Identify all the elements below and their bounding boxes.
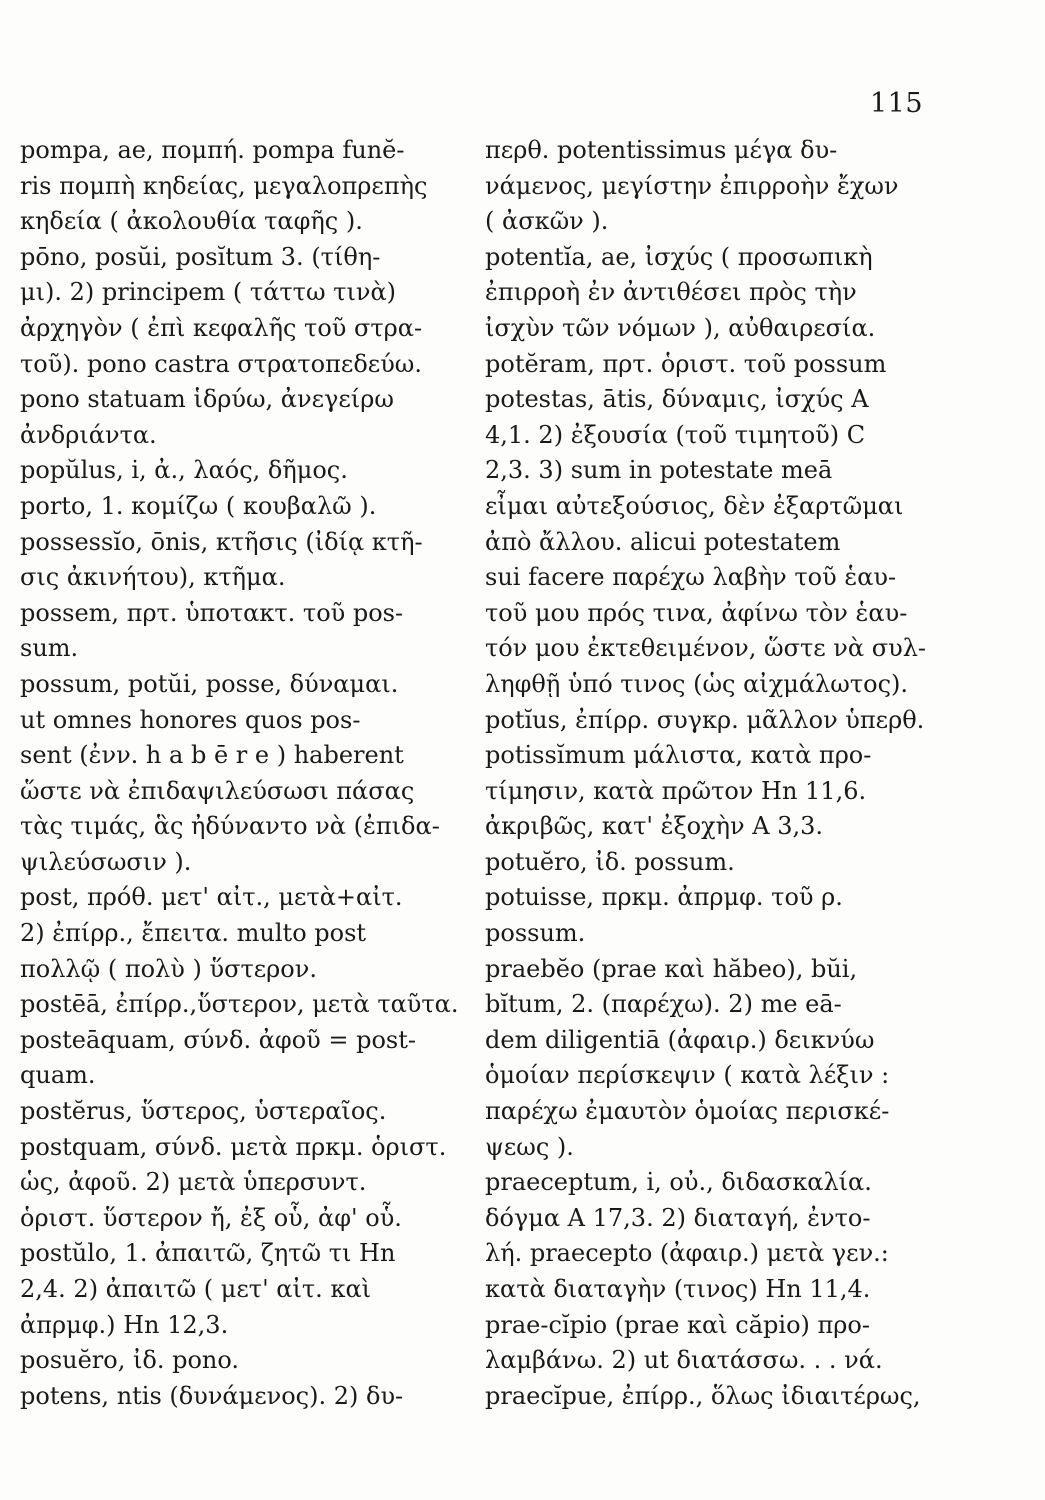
dictionary-line: potentĭa, ae, ἰσχύς ( προσωπικὴ	[485, 242, 873, 271]
dictionary-line: porto, 1. κομίζω ( κουβαλῶ ).	[20, 491, 377, 520]
dictionary-line: ἀρχηγὸν ( ἐπὶ κεφαλῆς τοῦ στρα-	[20, 313, 423, 342]
dictionary-line: ὁριστ. ὕστερον ἤ, ἐξ οὗ, ἀφ' οὗ.	[20, 1203, 402, 1232]
dictionary-line: praeceptum, i, οὐ., διδασκαλία.	[485, 1168, 872, 1197]
dictionary-line: potissĭmum μάλιστα, κατὰ προ-	[485, 741, 872, 770]
dictionary-line: postquam, σύνδ. μετὰ πρκμ. ὁριστ.	[20, 1132, 447, 1161]
dictionary-line: potuĕro, ἰδ. possum.	[485, 847, 735, 876]
dictionary-line: ἰσχὺν τῶν νόμων ), αὐθαιρεσία.	[485, 313, 876, 342]
dictionary-line: dem diligentiā (ἀφαιρ.) δεικνύω	[485, 1025, 875, 1054]
dictionary-line: posuĕro, ἰδ. pono.	[20, 1346, 240, 1375]
dictionary-line: praebĕo (prae καὶ hăbeo), bŭi,	[485, 954, 858, 983]
dictionary-line: ψεως ).	[485, 1132, 574, 1161]
dictionary-line: pōno, posŭi, posĭtum 3. (τίθη-	[20, 242, 381, 271]
dictionary-line: possum, potŭi, posse, δύναμαι.	[20, 669, 399, 698]
dictionary-line: 2) ἐπίρρ., ἔπειτα. multo post	[20, 919, 367, 948]
dictionary-line: σις ἀκινήτου), κτῆμα.	[20, 563, 286, 592]
dictionary-line: δόγμα A 17,3. 2) διαταγή, ἐντο-	[485, 1203, 871, 1232]
dictionary-line: ἀνδριάντα.	[20, 420, 157, 449]
dictionary-line: ἐπιρροὴ ἐν ἀντιθέσει πρὸς τὴν	[485, 278, 857, 307]
dictionary-line: τοῦ μου πρός τινα, ἀφίνω τὸν ἑαυ-	[485, 598, 908, 627]
dictionary-line: potĭus, ἐπίρρ. συγκρ. μᾶλλον ὑπερθ.	[485, 705, 925, 734]
dictionary-line: possessĭo, ōnis, κτῆσις (ἰδίᾳ κτῆ-	[20, 527, 423, 556]
dictionary-line: potestas, ātis, δύναμις, ἰσχύς A	[485, 385, 869, 414]
dictionary-line: praecĭpue, ἐπίρρ., ὅλως ἰδιαιτέρως,	[485, 1381, 921, 1410]
dictionary-line: ἀπρμφ.) Hn 12,3.	[20, 1310, 229, 1339]
dictionary-line: τόν μου ἐκτεθειμένον, ὥστε νὰ συλ-	[485, 634, 927, 663]
dictionary-line: κηδεία ( ἀκολουθία ταφῆς ).	[20, 207, 363, 236]
left-column	[20, 133, 460, 1414]
dictionary-line: τὰς τιμάς, ἃς ἠδύναντο νὰ (ἐπιδα-	[20, 812, 440, 841]
right-column	[485, 133, 935, 1414]
dictionary-line: sent (ἐνν. h a b ē r e ) haberent	[20, 741, 404, 770]
dictionary-line: potuisse, πρκμ. ἀπρμφ. τοῦ ρ.	[485, 883, 843, 912]
dictionary-line: λαμβάνω. 2) ut διατάσσω. . . νά.	[485, 1346, 883, 1375]
dictionary-line: 4,1. 2) ἐξουσία (τοῦ τιμητοῦ) C	[485, 420, 866, 449]
dictionary-line: νάμενος, μεγίστην ἐπιρροὴν ἔχων	[485, 171, 899, 200]
dictionary-line: περθ. potentissimus μέγα δυ-	[485, 136, 838, 164]
dictionary-line: sum.	[20, 634, 79, 663]
dictionary-line: quam.	[20, 1061, 96, 1090]
dictionary-line: prae-cĭpio (prae καὶ căpio) προ-	[485, 1310, 870, 1339]
dictionary-line: ut omnes honores quos pos-	[20, 705, 361, 734]
dictionary-line: κατὰ διαταγὴν (τινος) Hn 11,4.	[485, 1275, 871, 1303]
dictionary-line: ὥστε νὰ ἐπιδαψιλεύσωσι πάσας	[20, 776, 415, 805]
dictionary-line: τίμησιν, κατὰ πρῶτον Hn 11,6.	[485, 776, 867, 805]
page-number: 115	[870, 88, 924, 119]
dictionary-line: μι). 2) principem ( τάττω τινὰ)	[20, 278, 397, 307]
dictionary-line: pompa, ae, πομπή. pompa funĕ-	[20, 136, 405, 164]
dictionary-line: postēā, ἐπίρρ.,ὕστερον, μετὰ ταῦτα.	[20, 990, 459, 1019]
dictionary-line: 2,3. 3) sum in potestate meā	[485, 456, 833, 485]
dictionary-line: ἀπὸ ἄλλου. alicui potestatem	[485, 527, 841, 556]
dictionary-line: sui facere παρέχω λαβὴν τοῦ ἑαυ-	[485, 563, 897, 592]
dictionary-line: ὁμοίαν περίσκεψιν ( κατὰ λέξιν :	[485, 1061, 890, 1090]
dictionary-line: ψιλεύσωσιν ).	[20, 847, 192, 876]
dictionary-line: potĕram, πρτ. ὁριστ. τοῦ possum	[485, 349, 887, 378]
dictionary-line: pono statuam ἱδρύω, ἀνεγείρω	[20, 385, 394, 414]
dictionary-line: possum.	[485, 919, 586, 948]
dictionary-line: popŭlus, i, ἀ., λαός, δῆμος.	[20, 456, 348, 485]
dictionary-line: πολλῷ ( πολὺ ) ὕστερον.	[20, 954, 317, 983]
dictionary-line: post, πρόθ. μετ' αἰτ., μετὰ+αἰτ.	[20, 883, 403, 912]
dictionary-line: παρέχω ἐμαυτὸν ὁμοίας περισκέ-	[485, 1097, 890, 1126]
dictionary-line: bĭtum, 2. (παρέχω). 2) me eā-	[485, 990, 842, 1019]
dictionary-line: ληφθῇ ὑπό τινος (ὡς αἰχμάλωτος).	[485, 669, 908, 698]
dictionary-line: posteāquam, σύνδ. ἀφοῦ = post-	[20, 1025, 416, 1054]
dictionary-line: postŭlo, 1. ἀπαιτῶ, ζητῶ τι Hn	[20, 1239, 396, 1268]
dictionary-line: ὡς, ἀφοῦ. 2) μετὰ ὑπερσυντ.	[20, 1168, 367, 1197]
dictionary-line: ἀκριβῶς, κατ' ἐξοχὴν A 3,3.	[485, 812, 824, 841]
dictionary-line: potens, ntis (δυνάμενος). 2) δυ-	[20, 1381, 404, 1410]
dictionary-line: τοῦ). pono castra στρατοπεδεύω.	[20, 349, 422, 378]
dictionary-line: εἶμαι αὐτεξούσιος, δὲν ἐξαρτῶμαι	[485, 491, 904, 520]
dictionary-line: postĕrus, ὕστερος, ὑστεραῖος.	[20, 1097, 387, 1126]
dictionary-line: ( ἀσκῶν ).	[485, 207, 609, 236]
dictionary-line: λή. praecepto (ἀφαιρ.) μετὰ γεν.:	[485, 1239, 889, 1268]
dictionary-line: ris πομπὴ κηδείας, μεγαλοπρεπὴς	[20, 171, 428, 200]
dictionary-line: 2,4. 2) ἀπαιτῶ ( μετ' αἰτ. καὶ	[20, 1275, 372, 1303]
dictionary-line: possem, πρτ. ὑποτακτ. τοῦ pos-	[20, 598, 404, 627]
